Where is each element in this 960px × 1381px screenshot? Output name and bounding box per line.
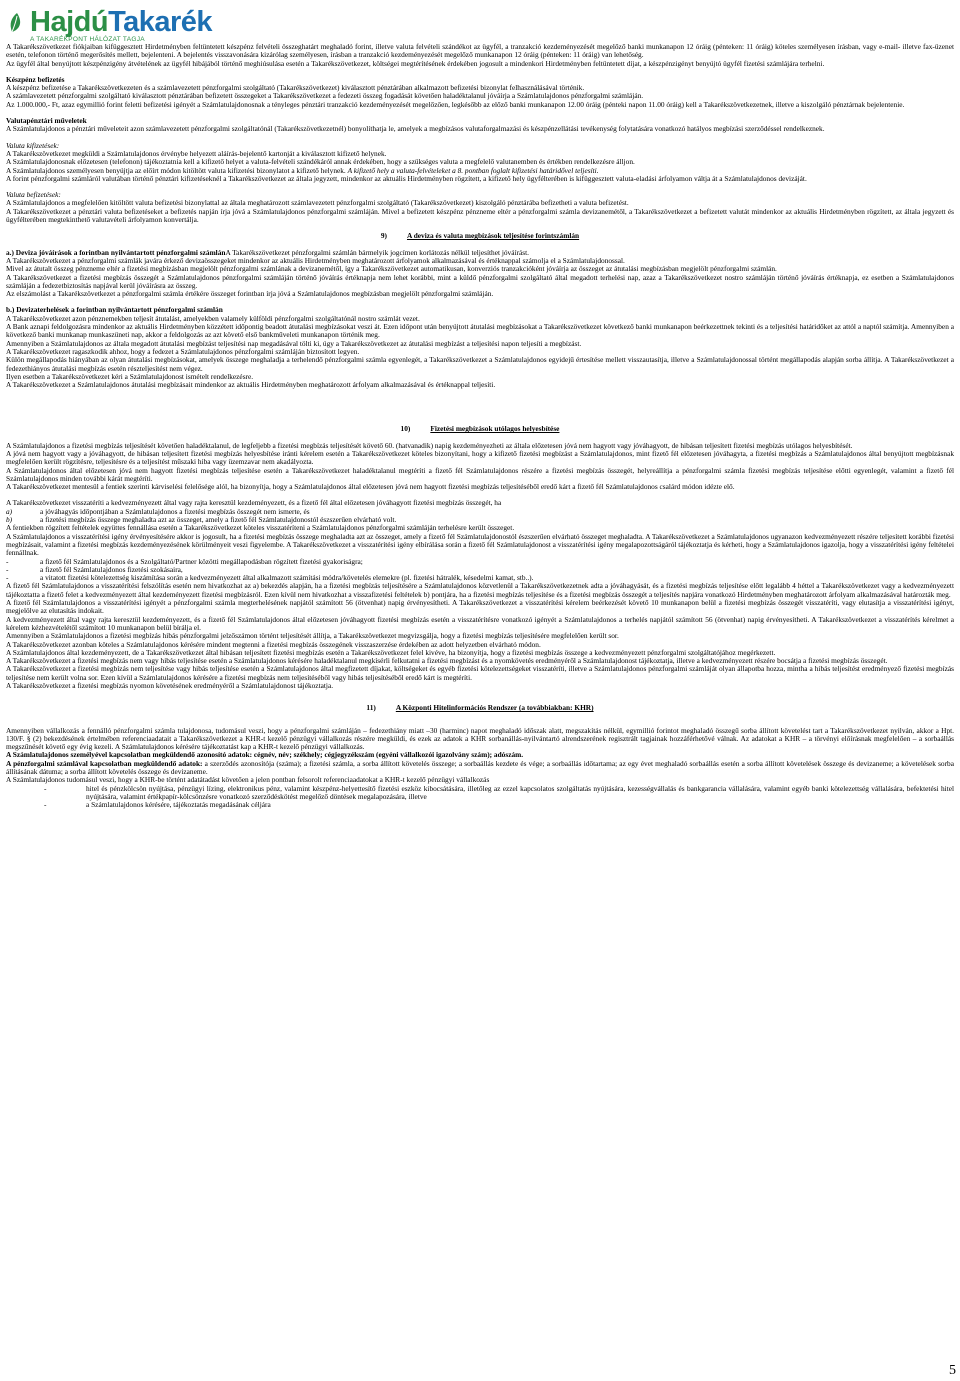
section-10-paragraph: A Takarékszövetkezet a fizetési megbízás nem vagy hibás teljesítése esetén a Számlatulajdonos kérésére haladéktalanul megkísérli felkutatni a fizetési megbízást és a nyomkövetés eredményéről a Számlatulajdonost tájékoztatja, illetve a kedvezményezett részére bocsátja a fizetési megbízás összegét. xyxy=(6,656,888,666)
section-10-paragraph: A Takarékszövetkezet mentesül a fentiek szerinti kárviselési felelősége alól, ha bizonyítja, hogy a Számlatulajdonos által előzetesen jóvá nem hagyott fizetési megbízás teljesítéséből eredő kárt a fizető fél Számlatulajdonos csalárd módon idézte elő. xyxy=(6,482,735,492)
section-10-paragraph: A Számlatulajdonos a visszatérítési igény érvényesítésére akkor is jogosult, ha a fizetési megbízás összege meghaladta azt az összeget, amely a fizető fél Számlatulajdonostól észszerűen elvárható összeget meghaladta. A Takarékszövetkezet a Számlatulajdonos ugyanazon kedvezményezett részére teljesített korábbi fizetési megbízásait, valamint a fizetési megbízás kezdeményezésének körülményeit veszi figyelembe. A Takarékszövetkezet a visszatérítési igény elbírálása során a fizető fél Számlatulajdonost a visszatérítési igény megalapozottságáról tájékoztatja és kérheti, hogy a Számlatulajdonos igazolja, hogy a visszatérítési igény feltételei fennállnak. xyxy=(6,531,954,558)
section-9-paragraph: A Takarékszövetkezet a fizetési megbízás összegét a Számlatulajdonos pénzforgalmi számláján történő jóváírás értéknapja nem lehet korábbi, mint a küldő pénzforgalmi szolgáltató által megadott terhelési nap, azaz a Takarékszövetkezet nostro számláján történő jóváírás értéknapja, ez esetben a Számlatulajdonos számláján a fedezetbiztosítás napjával kerül jóváírásra az összeg. xyxy=(6,272,954,290)
fx-cash-heading: Valutapénztári műveletek xyxy=(6,116,87,126)
section-9-paragraph: Ilyen esetben a Takarékszövetkezet kéri a Számlatulajdonost ismételt rendelkezésre. xyxy=(6,371,254,381)
section-10-paragraph: A Takarékszövetkezet a fizetési megbízás nyomon követésének eredményéről a Számlatulajdonost tájékoztatja. xyxy=(6,681,334,690)
fx-payout-heading: Valuta kifizetések: xyxy=(6,140,60,150)
section-9-paragraph: Az elszámolást a Takarékszövetkezet a pénzforgalmi számla értékére összeget forintban írja jóvá a Számlatulajdonos megbízásban megjelölt pénzforgalmi számláján. xyxy=(6,289,494,299)
section-9-paragraph: Amennyiben a Számlatulajdonos az általa megadott átutalási megbízást teljesítési nap megadásával tölti ki, úgy a Takarékszövetkezet az átutalási megbízást a teljesítési napon teljesíti a megbízást. xyxy=(6,338,582,348)
document-body xyxy=(6,43,954,810)
logo-leaf-icon xyxy=(8,12,26,34)
section-9-paragraph: A Bank aznapi feldolgozásra mindenkor az aktuális Hirdetményben közzétett időpontig beadott átutalási megbízásokat veszi át. Ezen időpont után benyújtott átutalási megbízásokat a Takarékszövetkezet következő banki munkanapon beérkezettnek tekinti és a teljesítési határidőket az attól a naptól számítja. Amennyiben a következő banki munkanap munkaszüneti nap, akkor a feldolgozás az azt követő első bankműveleti munkanapon történik meg. xyxy=(6,322,954,340)
list-item: - a Számlatulajdonos kérésére, tájékoztatás megadásának céljára xyxy=(44,800,271,810)
section-10-paragraph: A Számlatulajdonos által előzetesen jóvá nem hagyott fizetési megbízás teljesítése esetén a Takarékszövetkezet haladéktalanul megtéríti a fizető fél Számlatulajdonos részére a fizetési megbízás összegét, helyreállítja a pénzforgalmi számla fizetési megbízás teljesítése előtti egyenlegét, valamint a fizető fél Számlatulajdonos minden további kárát megtéríti. xyxy=(6,465,954,483)
section-9-title: 9) A deviza és valuta megbízások teljesítése forintszámlán xyxy=(380,231,580,241)
fx-payout-paragraph: A Számlatulajdonos személyesen benyújtja az előírt módon kitöltött valuta kifizetési bizonylatot a kifizető helynek. A kifizető hely a valuta-felvételeket a 8. pontban foglalt kifizetési határidővel teljesíti. xyxy=(6,165,599,175)
page-number: 5 xyxy=(949,1362,956,1378)
fx-deposit-paragraph: A Takarékszövetkezet a pénztári valuta befizetéseket a befizetés napján írja jóvá a Számlatulajdonos pénzforgalmi számláján. Mivel a befizetett készpénz pénzneme eltér a pénzforgalmi számla devizanemétől, a Takarékszövetkezet a befizetett valutát mindenkor az aktuális Hirdetményben rögzített, az általa jegyzett és ügyfélterében megtekinthető valutavételi árfolyamon konvertálja. xyxy=(6,206,954,225)
section-10-paragraph: A fizető fél Számlatulajdonos a visszatérítési igényét a pénzforgalmi számla megterhelésének napjától számított 56 (ötvenhat) napig érvényesítheti. A Takarékszövetkezet a visszatérítési kérelem beérkezését követő 10 munkanapon belül a fizetési megbízás összegét visszatéríti, vagy elutasítja a visszatérítési igényt, megjelölve az elutasítás indokait. xyxy=(6,598,954,616)
logo-wordmark: HajdúTakarék xyxy=(30,6,213,38)
section-9b-heading: b.) Devizaterhelések a forintban nyilvántartott pénzforgalmi számlán xyxy=(6,305,223,315)
section-9-paragraph: A Takarékszövetkezet a pénzforgalmi számlák javára érkező devizaösszegeket mindenkor az aktuális Hirdetményben meghatározott árfolyamok alkalmazásával és értéknappal számolja el a Számlatulajdonossal. xyxy=(6,255,625,265)
section-10-paragraph: A fizető fél Számlatulajdonos a visszatérítési felszólítás esetén nem hivatkozhat az a) bekezdés alapján, ha a fizetési megbízás teljesítésére a Számlatulajdonos közvetlenül a Takarékszövetkezetnek adta a jóváhagyását, és a fizetési megbízás teljesítése előtt legalább 4 héttel a Takarékszövetkezet vagy a kedvezményezett tájékoztatta a fizető felet a kedvezményezett által kezdeményezett fizetési megbízásról. Ezen kívül nem hivatkozhat a visszafizetési feltételek b) pontjára, ha a fizetési megbízás teljesítése és a fizetési megbízás összegét a teljesítés napjára vonatkozó Hirdetményben meghatározott árfolyam alkalmazásával határozták meg. xyxy=(6,581,954,599)
cash-deposit-paragraph: A készpénz befizetése a Takarékszövetkezeten és a számlavezetett pénzforgalmi szolgáltató (Takarékszövetkezet) kiválasztott pénztárában alkalmazott befizetési bizonylat felhasználásával történik. xyxy=(6,83,585,93)
section-9a-lead: a.) Deviza jóváírások a forintban nyilvántartott pénzforgalmi számlánA Takarékszövetkezet pénzforgalmi számlán bármelyik jogcímen korlátozás nélkül teljesíthet jóváírást. xyxy=(6,247,529,257)
section-10-paragraph: A fentiekben rögzített feltételek együttes fennállása esetén a Takarékszövetkezet köteles visszatéríteni a Számlatulajdonos pénzforgalmi számláján terhelésre került összeget. xyxy=(6,523,515,533)
section-9-paragraph: Külön megállapodás hiányában az olyan átutalási megbízásokat, amelyek összege meghaladja a terhelendő pénzforgalmi számla egyenlegét, a Takarékszövetkezet a Számlatulajdonos egyidejű értesítése mellett visszautasítja, illetve a Számlatulajdonossal történt megállapodás alapján sorba állítja. A Takarékszövetkezet a fedezethiányos átutalási megbízás esetén részteljesítést nem végez. xyxy=(6,355,954,373)
section-10-paragraph: A Takarékszövetkezet visszatéríti a kedvezményezett által vagy rajta keresztül kezdeményezett, és a fizető fél által előzetesen jóváhagyott fizetési megbízás összegét, ha xyxy=(6,498,502,508)
cash-deposit-paragraph: A számlavezetett pénzforgalmi szolgáltató kiválasztott pénztárában befizetett összegeket a Takarékszövetkezet a fedezeti összeg fogadását követően haladéktalanul jóváírja a Számlatulajdonos pénzforgalmi számláján. xyxy=(6,91,644,101)
section-10-paragraph: A kedvezményezett által vagy rajta keresztül kezdeményezett, és a fizető fél Számlatulajdonos által előzetesen jóváhagyott fizetési megbízás esetén a visszatérítésre vonatkozó igényét a Számlatulajdonos a terhelés napjától számított 56 (ötvenhat) napig érvényesítheti. A Takarékszövetkezet a visszatérítés kérelmet a kérelem kézhezvételétől számított 10 munkanapon belül bírálja el. xyxy=(6,614,954,632)
section-10-title: 10) Fizetési megbízások utólagos helyesbítése xyxy=(400,424,560,434)
section-10-paragraph: A jóvá nem hagyott vagy a jóváhagyott, de hibásan teljesített fizetési megbízás helyesbítése iránti kérelem esetén a Takarékszövetkezet köteles bizonyítani, hogy a kifizető fizetési megbízást a Számlatulajdonos, mint fizető fél előzetesen jóváhagyta, a fizetési megbízás a Számlatulajdonos által benyújtott megbízásnak megfelelően került rögzítésre, teljesítésre és a teljesítést műszaki hiba vagy üzemzavar nem akadályozta. xyxy=(6,448,954,467)
list-item: - a fizető fél Számlatulajdonos és a Szolgáltató/Partner közötti megállapodásban rögzített fizetési gyakoriságra; xyxy=(6,556,363,566)
fx-payout-paragraph: A Takarékszövetkezet megküldi a Számlatulajdonos érvénybe helyezett aláírás-bejelentő kartonját a kiválasztott kifizető helynek. xyxy=(6,148,387,158)
fx-payout-paragraph: A Számlatulajdonosnak előzetesen (telefonon) tájékoztatnia kell a kifizető helyet a valuta-felvételi szándékáról annak érdekében, hogy a szükséges valuta a megfelelő valutanemben és értékben rendelkezésre álljon. xyxy=(6,157,635,167)
section-9-paragraph: A Takarékszövetkezet azon pénznemekben teljesít átutalást, amelyekben valamely külföldi pénzforgalmi szolgáltatónál nostro számlát vezet. xyxy=(6,313,420,323)
section-10-paragraph: A Számlatulajdonos a fizetési megbízás teljesítését követően haladéktalanul, de legfeljebb a fizetési megbízás teljesítését követő 60. (hatvanadik) napig kezdeményezheti az általa előzetesen jóvá nem hagyott vagy jóváhagyott, de hibásan teljesített fizetési megbízás utólagos helyesbítését. xyxy=(6,440,853,450)
section-11-paragraph: A Számlatulajdonos tudomásul veszi, hogy a KHR-be történt adatátadást követően a jelen pontban felsorolt referenciaadatokat a KHR-t kezelő pénzügyi vállalkozás xyxy=(6,775,490,785)
list-item: a) a jóváhagyás időpontjában a Számlatulajdonos a fizetési megbízás összegét nem ismerte, és xyxy=(6,506,310,516)
section-10-paragraph: A Számlatulajdonos által kezdeményezett, de a Takarékszövetkezet által hibásan teljesített fizetési megbízás esetén a Takarékszövetkezet felel kivéve, ha bizonyítja, hogy a fizetési megbízás összege a kedvezményezett pénzforgalmi szolgáltatójához megérkezett. xyxy=(6,647,776,657)
cash-deposit-heading: Készpénz befizetés xyxy=(6,74,65,84)
cash-deposit-paragraph: Az 1.000.000,- Ft, azaz egymillió forint feletti befizetési igényét a Számlatulajdonosnak a tényleges pénztári tranzakció kezdeményezését megelőzően, legkésőbb az előző banki munkanapon 12.00 óráig (pénteki napon 11.00 óráig) kell a Takarékszövetkezetnek, illetve a kiszolgáló pénztárnak bejelentenie. xyxy=(6,99,905,109)
intro-paragraph-2: Az ügyfél által benyújtott készpénzigény átvételének az ügyfél hibájából történő meghiúsulása esetén a Takarékszövetkezet, költségei megtérítésének érdekében jogosult a mindenkori Hirdetményben feltüntetett díjat, a készpénzigényt benyújtó ügyfél fizetési számlájára terhelni. xyxy=(6,58,825,68)
list-item: - a vitatott fizetési kötelezettség kiszámítása során a kedvezményezett által alkalmazott számítási módra/követelés elemekre (pl. fizetési hátralék, késedelmi kamat, stb..). xyxy=(6,573,534,583)
list-item: b) a fizetési megbízás összege meghaladta azt az összeget, amely a fizető fél Számlatulajdonostól észszerűen elvárható volt. xyxy=(6,515,397,525)
section-10-paragraph: A Takarékszövetkezet azonban köteles a Számlatulajdonos kérésére mindent megtenni a fizetési megbízás összegének visszaszerzése érdekében az adott helyzetben elvárható módon. xyxy=(6,639,541,649)
list-item: - a fizető fél Számlatulajdonos fizetési szokásaira, xyxy=(6,564,183,574)
section-9-paragraph: A Takarékszövetkezet ragaszkodik ahhoz, hogy a fedezet a Számlatulajdonos pénzforgalmi számláján biztosított legyen. xyxy=(6,346,360,356)
section-11-paragraph: Amennyiben vállalkozás a fennálló pénzforgalmi számla tulajdonosa, tudomásul veszi, hogy a pénzforgalmi számláján – fedezethiány miatt –30 (harminc) napot meghaladó időszak alatt, megszakítás nélkül, egymillió forintot meghaladó összegű sorba állított követelést tart a Takarékszövetkezet nyilván, akkor a Hpt. 130/F. § (2) bekezdésének értelmében referenciaadatait a Takarékszövetkezet a KHR-t kezelő pénzügyi vállalkozás részére megküldi, és ezek az adatok a KHR sorbanállás-nyilvántartó alrendszerének regisztrált tagjainak hozzáférhetővé válnak. Az adatokat a KHR – a törvényi előírásnak megfelelően – a sorbaállás megszűnését követő egy évig kezeli. A Számlatulajdonos kérésére tájékoztatást kap a KHR-t kezelő pénzügyi vállalkozás. xyxy=(6,725,954,752)
intro-paragraph-1: A Takarékszövetkezet fiókjaiban kifüggesztett Hirdetményben feltüntetett készpénz felvételi összeghatárt meghaladó forint, illetve valuta felvételi szándékot az ügyfél, a tranzakció kezdeményezését megelőző banki munkanapon 12 óráig (pénteken: 11 óráig) köteles személyesen írásban, vagy e-mail- illetve fax-üzenet esetén, telefonon történő megerősítés mellett, bejelenteni. A bejelentés visszavonására kizárólag személyesen, írásban a tranzakció kezdeményezését megelőző munkanapon 12 óráig (pénteken: 11 óráig) van lehetőség. xyxy=(6,42,954,60)
section-11-paragraph: A Számlatulajdonos személyével kapcsolatban megküldendő azonosító adatok: cégnév, név; székhely; cégjegyzékszám (egyéni vállalkozói igazolvány szám); adószám. xyxy=(6,750,524,760)
fx-deposit-heading: Valuta befizetések: xyxy=(6,190,61,200)
section-10-paragraph: Amennyiben a Számlatulajdonos a fizetési megbízás hibás pénzforgalmi jelzőszámon történt teljesítését állítja, a Takarékszövetkezet megvizsgálja, hogy a fizetési megbízás teljesítésére megfelelően került sor. xyxy=(6,631,619,641)
bank-logo xyxy=(8,6,228,46)
fx-payout-paragraph: A forint pénzforgalmi számláról valutában történő pénztári kifizetéseknél a Takarékszövetkezet az általa jegyzett, mindenkor az aktuális Hirdetményben rögzített, a kifizető hely ügyfélterében is kifüggesztett valuta-eladási árfolyamon váltja át a Számlatulajdonos devizáját. xyxy=(6,173,807,183)
fx-cash-paragraph: A Számlatulajdonos a pénztári műveleteit azon számlavezetett pénzforgalmi szolgáltatónál (Takarékszövetkezetnél) bonyolíthatja le, amelyek a megbízásos valutaforgalmazási és készpénzellátási tevékenység folytatására vonatkozó hatályos megbízási szerződéssel rendelkeznek. xyxy=(6,124,825,134)
section-9-paragraph: Mivel az átutalt összeg pénzneme eltér a fizetési megbízásban megjelölt pénzforgalmi számlának a devizanemétől, így a Takarékszövetkezet automatikusan, konverziós tranzakcióként jóváírja az összeget az átutalási megbízásban megjelölt pénzforgalmi számlán. xyxy=(6,264,777,274)
section-11-paragraph: A pénzforgalmi számlával kapcsolatban megküldendő adatok: a szerződés azonosítója (száma); a fizetési számla, a sorba állított követelés összege; a sorbaállás kezdete és vége; a sorbaállás időtartama; az egy évet meghaladó sorbaállás esetén a sorba állított követelések összege és devizaneme; a követelések sorba állításának dátuma; a sorba állított követelés összege és devizaneme. xyxy=(6,758,954,777)
section-10-paragraph: A Takarékszövetkezet a fizetési megbízás nem teljesítése vagy hibás teljesítése esetén a Számlatulajdonos által megfizetett díjakat, költségeket és egyéb fizetési kötelezettségeket visszatéríti, illetve a Számlatulajdonos pénzforgalmi számláját olyan állapotba hozza, mintha a hibás teljesítést eredményező fizetési megbízás teljesítése nem került volna sor. Ezen kívül a Számlatulajdonos kérésére a fizetési megbízás nem teljesítéséből vagy hibás teljesítéséből eredő kárt is megtéríti. xyxy=(6,664,954,682)
section-11-title: 11) A Központi Hitelinformációs Rendszer (a továbbiakban: KHR) xyxy=(366,703,594,713)
section-9-paragraph: A Takarékszövetkezet a Számlatulajdonos átutalási megbízásait mindenkor az aktuális Hirdetményben meghatározott árfolyam alkalmazásával és értéknappal teljesíti. xyxy=(6,380,496,390)
fx-deposit-paragraph: A Számlatulajdonos a megfelelően kitöltött valuta befizetési bizonylattal az általa meghatározott számlavezetett pénzforgalmi szolgáltató (Takarékszövetkezet) kiszolgáló pénztárába befizetheti a valuta befizetést. xyxy=(6,198,629,208)
list-item: - hitel és pénzkölcsön nyújtása, pénzügyi lízing, elektronikus pénz, valamint készpénz-helyettesítő fizetési eszköz kibocsátására, illetőleg az ezzel kapcsolatos szolgáltatás nyújtására, kezességvállalás és bankgarancia vállalására, valamint egyéb banki kötelezettség vállalására, befektetési hitel nyújtására, valamint értékpapír-kölcsönzésre vonatkozó szerződéskötést megelőző döntések megalapozására, illetve xyxy=(44,783,954,801)
logo-tagline: A TAKARÉKPONT HÁLÓZAT TAGJA xyxy=(30,36,145,43)
